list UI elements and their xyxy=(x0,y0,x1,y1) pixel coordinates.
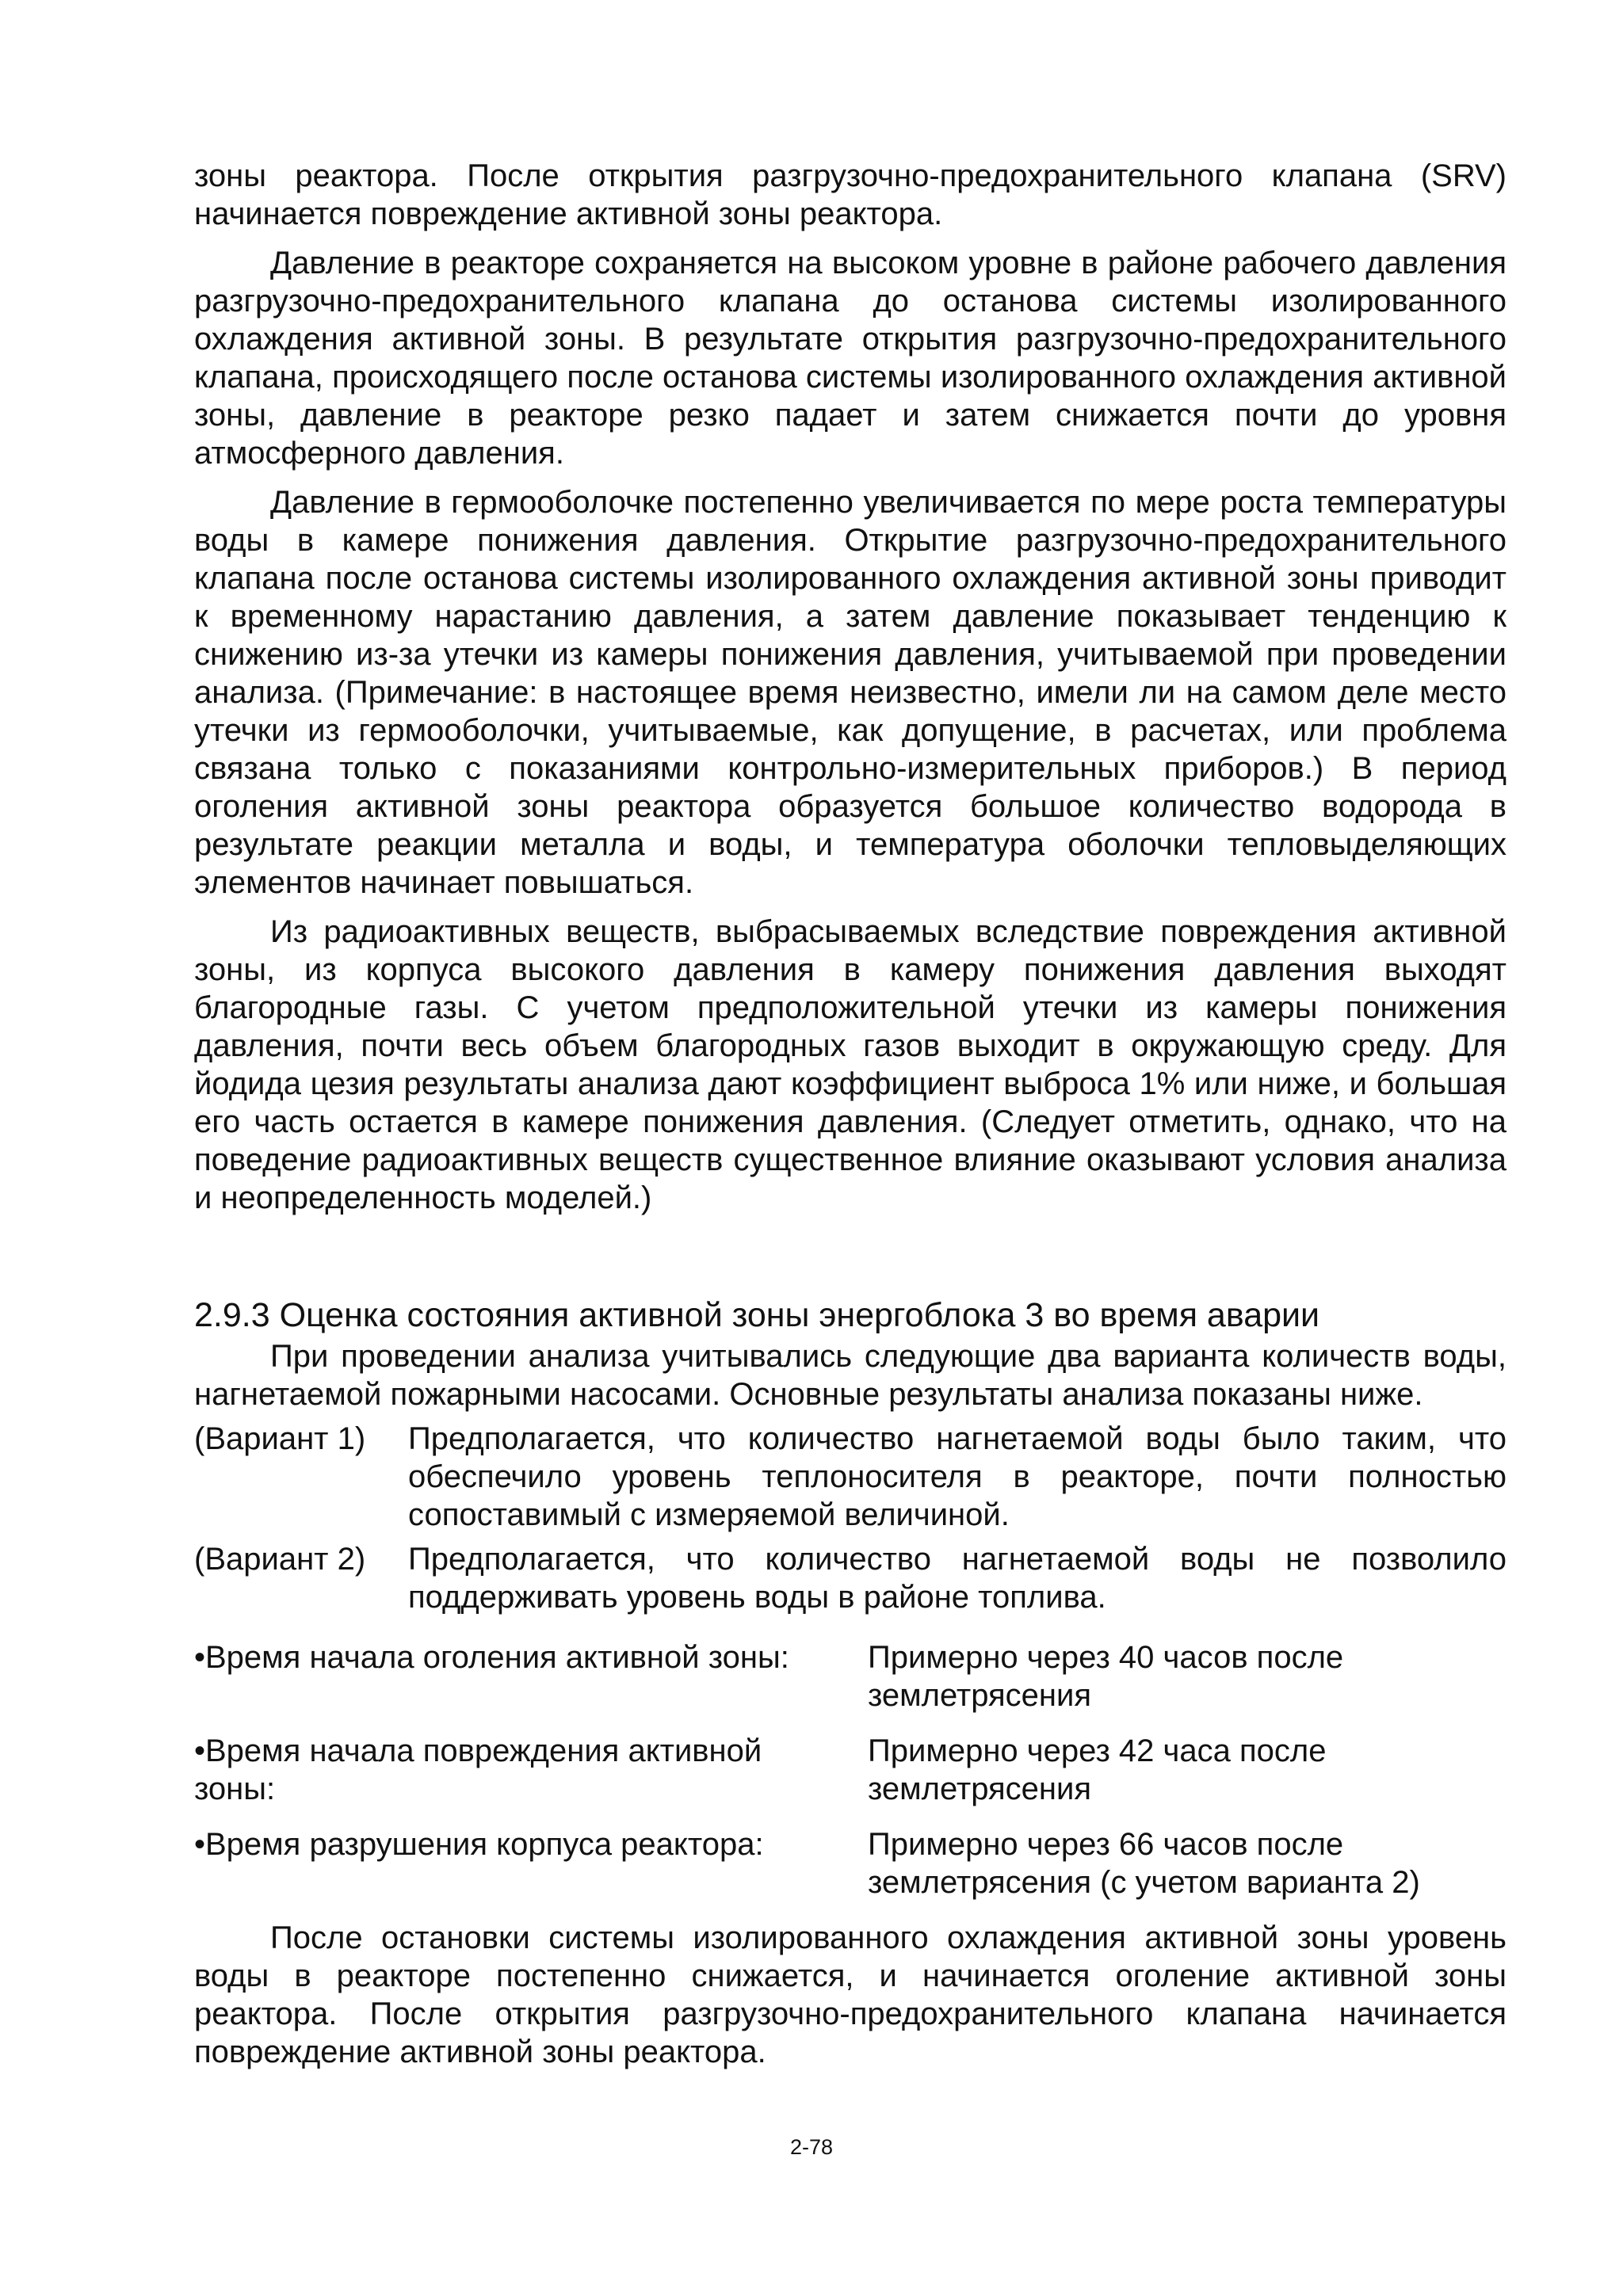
variant-text: Предполагается, что количество нагнетаемой воды не позволило поддерживать уровень воды в районе топлива. xyxy=(408,1542,1507,1615)
timeline-value: Примерно через 42 часа после землетрясения xyxy=(868,1733,1327,1806)
paragraph-containment-pressure: Давление в гермооболочке постепенно увеличивается по мере роста температуры воды в камере понижения давления. Открытие разгрузочно-предохранительного клапана после останова системы изолированного охлаждения активной зоны приводит к временному нарастанию давления, а затем давление показывает тенденцию к снижению из-за утечки из камеры понижения давления, учитываемой при проведении анализа. (Примечание: в настоящее время неизвестно, имели ли на самом деле место утечки из гермооболочки, учитываемые, как допущение, в расчетах, или проблема связана только с показаниями контрольно-измерительных приборов.) В период оголения активной зоны реактора образуется большое количество водорода в результате реакции металла и воды, и температура оболочки тепловыделяющих элементов начинает повышаться. xyxy=(194,485,1507,900)
timeline-row xyxy=(194,1638,1507,1714)
page-number: 2-78 xyxy=(789,2135,834,2159)
variant-item xyxy=(194,1420,1507,1534)
variant-item xyxy=(194,1540,1507,1616)
timeline-value: Примерно через 40 часов после землетрясения xyxy=(868,1640,1344,1713)
paragraph-closing: После остановки системы изолированного охлаждения активной зоны уровень воды в реакторе постепенно снижается, и начинается оголение активной зоны реактора. После открытия разгрузочно-предохранительного клапана начинается повреждение активной зоны реактора. xyxy=(194,1920,1507,2069)
paragraph-continuation: зоны реактора. После открытия разгрузочно-предохранительного клапана (SRV) начинается повреждение активной зоны реактора. xyxy=(194,158,1507,231)
variant-label: (Вариант 1) xyxy=(194,1421,366,1456)
timeline-value: Примерно через 66 часов после землетрясения (с учетом варианта 2) xyxy=(868,1827,1420,1900)
section-intro: При проведении анализа учитывались следующие два варианта количеств воды, нагнетаемой пожарными насосами. Основные результаты анализа показаны ниже. xyxy=(194,1339,1507,1412)
paragraph-radioactive-release: Из радиоактивных веществ, выбрасываемых вследствие повреждения активной зоны, из корпуса высокого давления в камеру понижения давления выходят благородные газы. С учетом предположительной утечки из камеры понижения давления, почти весь объем благородных газов выходит в окружающую среду. Для йодида цезия результаты анализа дают коэффициент выброса 1% или ниже, и большая его часть остается в камере понижения давления. (Следует отметить, однако, что на поведение радиоактивных веществ существенное влияние оказывают условия анализа и неопределенность моделей.) xyxy=(194,914,1507,1215)
timeline-label: •Время начала оголения активной зоны: xyxy=(194,1640,789,1675)
timeline-row xyxy=(194,1732,1507,1808)
paragraph-reactor-pressure: Давление в реакторе сохраняется на высоком уровне в районе рабочего давления разгрузочно-предохранительного клапана до останова системы изолированного охлаждения активной зоны. В результате открытия разгрузочно-предохранительного клапана, происходящего после останова системы изолированного охлаждения активной зоны, давление в реакторе резко падает и затем снижается почти до уровня атмосферного давления. xyxy=(194,246,1507,471)
timeline-label: •Время разрушения корпуса реактора: xyxy=(194,1827,764,1862)
timeline-row xyxy=(194,1825,1507,1901)
variant-text: Предполагается, что количество нагнетаемой воды было таким, что обеспечило уровень теплоносителя в реакторе, почти полностью сопоставимый с измеряемой величиной. xyxy=(408,1421,1507,1532)
timeline-list xyxy=(194,1638,1507,1901)
section-heading: 2.9.3 Оценка состояния активной зоны энергоблока 3 во время аварии xyxy=(194,1296,1320,1334)
timeline-label: •Время начала повреждения активной зоны: xyxy=(194,1733,762,1806)
variant-label: (Вариант 2) xyxy=(194,1542,366,1577)
